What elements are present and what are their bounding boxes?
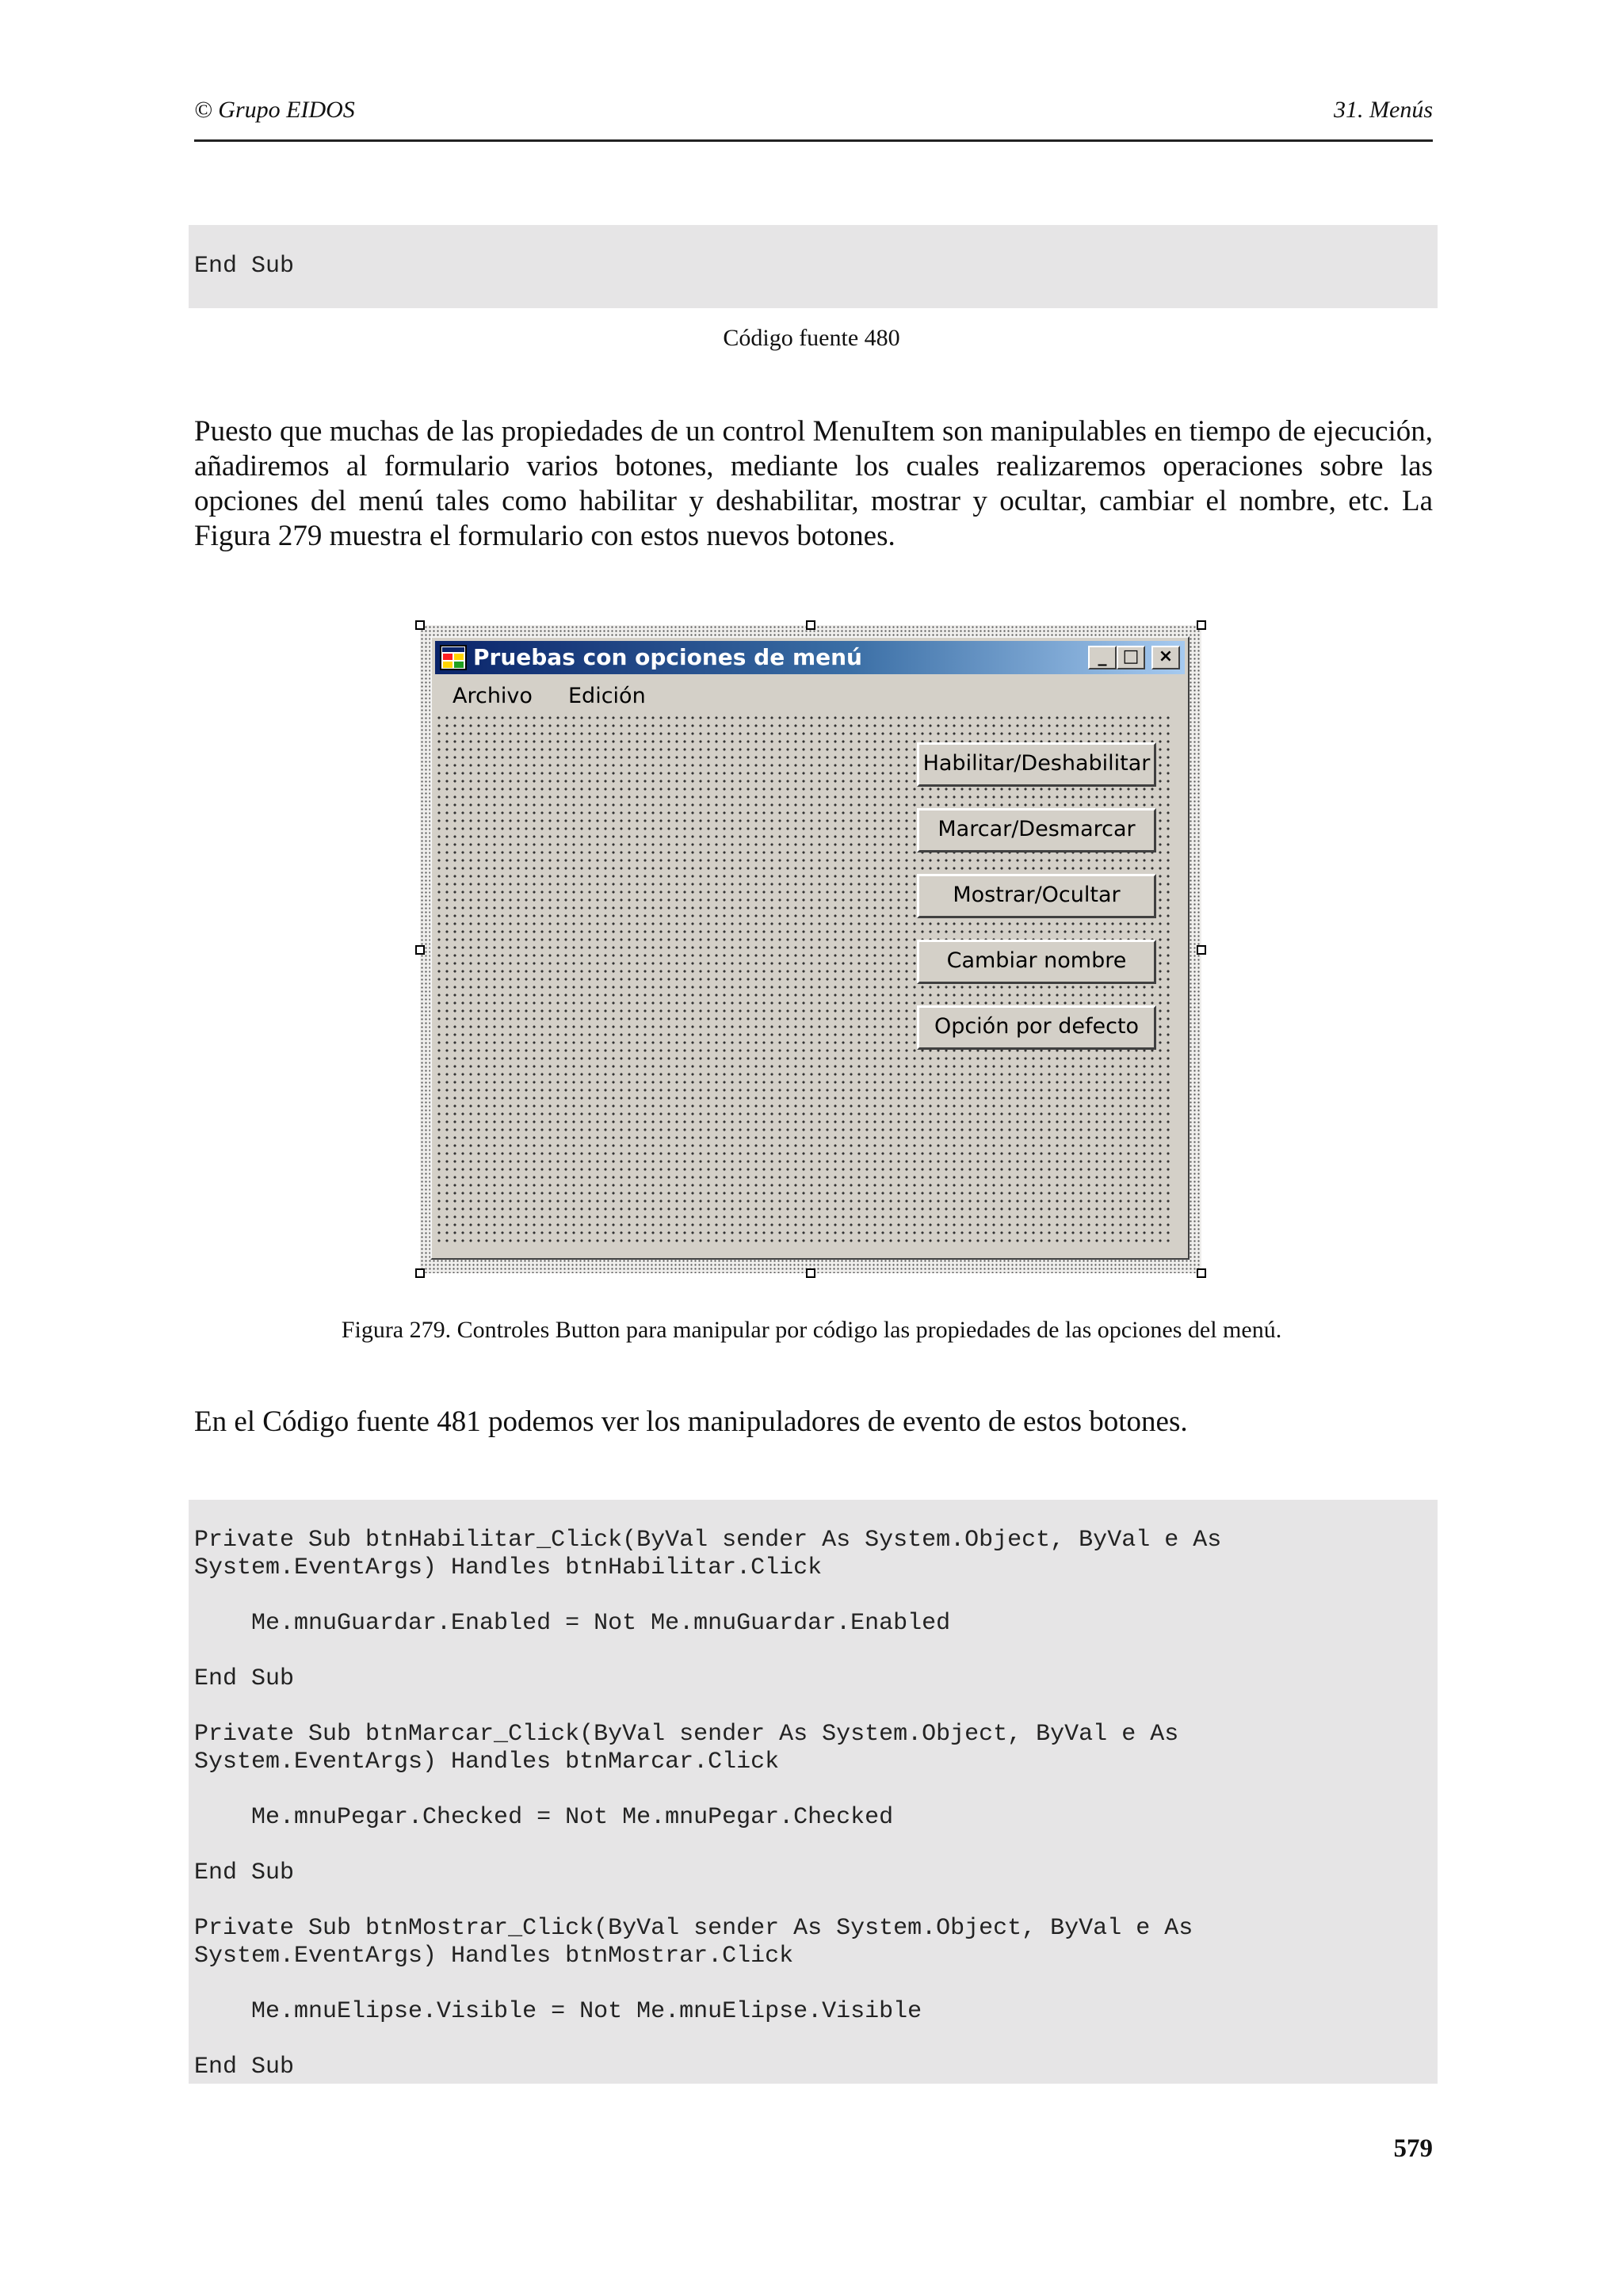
cambiar-nombre-button[interactable]: Cambiar nombre [917, 940, 1156, 984]
habilitar-button[interactable]: Habilitar/Deshabilitar [917, 742, 1156, 787]
resize-handle-top-right[interactable] [1197, 620, 1206, 630]
app-form-icon [440, 645, 467, 670]
resize-handle-right[interactable] [1197, 945, 1206, 955]
code-block-top [189, 225, 1438, 308]
close-button[interactable]: × [1151, 646, 1180, 669]
body-paragraph-1: Puesto que muchas de las propiedades de un control MenuItem son manipulables en tiempo de ejecución, añadiremos al formulario varios botones, mediante los cuales realizaremos operaciones sobre las opciones del menú tales como habilitar y deshabilitar, mostrar y ocultar, cambiar el nombre, etc. La Figura 279 muestra el formulario con estos nuevos botones. [194, 415, 1433, 552]
code-text-main: Private Sub btnHabilitar_Click(ByVal sender As System.Object, ByVal e As System.EventArgs) Handles btnHabilitar.Click Me.mnuGuardar.Enabled = Not Me.mnuGuardar.Enabled End Sub Private Sub btnMarcar_Click(ByVal sender As System.Object, ByVal e As System.EventArgs) Handles btnMarcar.Click Me.mnuPegar.Checked = Not Me.mnuPegar.Checked End Sub Private Sub btnMostrar_Click(ByVal sender As System.Object, ByVal e As System.EventArgs) Handles btnMostrar.Click Me.mnuElipse.Visible = Not Me.mnuElipse.Visible End Sub [194, 1527, 1222, 2081]
resize-handle-top-left[interactable] [415, 620, 425, 630]
resize-handle-bottom-left[interactable] [415, 1268, 425, 1278]
window-title: Pruebas con opciones de menú [473, 644, 862, 670]
menu-edicion[interactable]: Edición [568, 684, 646, 708]
resize-handle-bottom-right[interactable] [1197, 1268, 1206, 1278]
figure-caption: Figura 279. Controles Button para manipular por código las propiedades de las opciones del menú. [341, 1317, 1282, 1343]
opcion-defecto-button[interactable]: Opción por defecto [917, 1005, 1156, 1050]
mostrar-button[interactable]: Mostrar/Ocultar [917, 874, 1156, 918]
page-header [194, 93, 1433, 142]
form-window [430, 636, 1190, 1260]
resize-handle-top[interactable] [806, 620, 815, 630]
form-client-area [435, 714, 1174, 1247]
maximize-button[interactable]: □ [1117, 646, 1145, 669]
code-text-top: End Sub [194, 253, 295, 280]
header-chapter: 31. Menús [1334, 97, 1433, 123]
resize-handle-left[interactable] [415, 945, 425, 955]
code-block-main [189, 1500, 1438, 2084]
resize-handle-bottom[interactable] [806, 1268, 815, 1278]
menu-archivo[interactable]: Archivo [453, 684, 533, 708]
code-caption: Código fuente 480 [723, 325, 900, 351]
marcar-button[interactable]: Marcar/Desmarcar [917, 808, 1156, 852]
header-publisher: © Grupo EIDOS [194, 97, 355, 123]
title-bar[interactable] [435, 641, 1185, 674]
page-number: 579 [1393, 2134, 1433, 2163]
minimize-button[interactable]: _ [1088, 646, 1117, 669]
body-paragraph-2: En el Código fuente 481 podemos ver los manipuladores de evento de estos botones. [194, 1405, 1188, 1438]
menu-bar [435, 677, 1185, 712]
figure-form-designer [415, 620, 1206, 1278]
